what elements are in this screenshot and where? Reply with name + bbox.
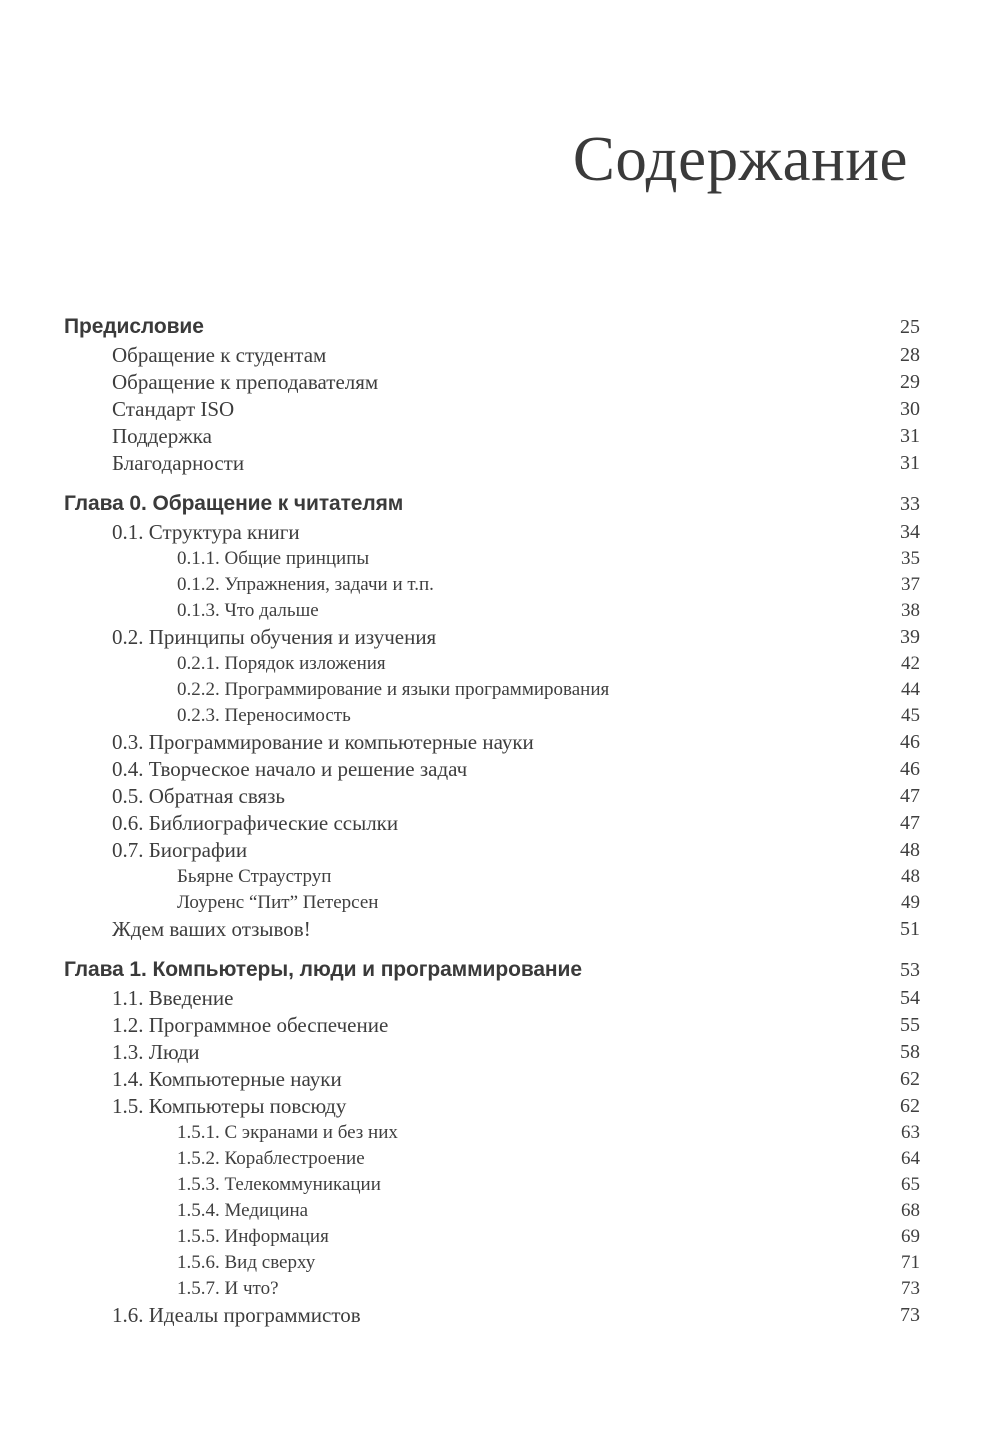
- toc-entry-page-number: 46: [900, 731, 920, 753]
- toc-entry-page-number: 29: [900, 371, 920, 393]
- toc-entry[interactable]: [0, 1224, 1000, 1250]
- toc-entry-page-number: 38: [901, 600, 920, 621]
- toc-entry-label: Стандарт ISO: [112, 397, 235, 421]
- toc-entry-label: 1.2. Программное обеспечение: [112, 1013, 389, 1037]
- toc-entry-page-number: 37: [901, 574, 920, 595]
- toc-entry-label: 1.5.2. Кораблестроение: [177, 1148, 365, 1169]
- toc-entry-page-number: 47: [900, 785, 920, 807]
- toc-entry-label: 1.4. Компьютерные науки: [112, 1067, 342, 1091]
- toc-entry-page-number: 47: [900, 812, 920, 834]
- toc-entry-label: 1.5.3. Телекоммуникации: [177, 1174, 381, 1195]
- toc-entry[interactable]: [0, 624, 1000, 651]
- toc-entry[interactable]: [0, 810, 1000, 837]
- toc-entry[interactable]: [0, 1120, 1000, 1146]
- toc-entry[interactable]: [0, 837, 1000, 864]
- toc-entry-label: 1.5.7. И что?: [177, 1278, 279, 1299]
- toc-entry-label: Лоуренс “Пит” Петерсен: [177, 892, 379, 913]
- toc-entry-label: Глава 0. Обращение к читателям: [64, 492, 404, 515]
- toc-entry[interactable]: [0, 955, 1000, 985]
- toc-entry-page-number: 46: [900, 758, 920, 780]
- toc-entry[interactable]: [0, 489, 1000, 519]
- toc-entry-label: Бьярне Страуструп: [177, 866, 332, 887]
- toc-entry-page-number: 53: [900, 959, 920, 981]
- toc-entry[interactable]: [0, 1093, 1000, 1120]
- toc-entry-label: 0.2.2. Программирование и языки программирования: [177, 679, 610, 700]
- toc-entry-page-number: 34: [900, 521, 920, 543]
- toc-entry-page-number: 49: [901, 892, 920, 913]
- toc-entry-page-number: 28: [900, 344, 920, 366]
- toc-entry[interactable]: [0, 1276, 1000, 1302]
- toc-entry-list: [0, 300, 1000, 1329]
- toc-entry[interactable]: [0, 783, 1000, 810]
- toc-entry-label: 0.2.1. Порядок изложения: [177, 653, 386, 674]
- toc-entry[interactable]: [0, 890, 1000, 916]
- toc-entry-page-number: 35: [901, 548, 920, 569]
- toc-entry-page-number: 51: [900, 918, 920, 940]
- toc-entry[interactable]: [0, 756, 1000, 783]
- toc-entry-label: 0.2. Принципы обучения и изучения: [112, 625, 437, 649]
- toc-entry-page-number: 63: [901, 1122, 920, 1143]
- toc-entry[interactable]: [0, 1012, 1000, 1039]
- toc-entry-label: 1.3. Люди: [112, 1040, 200, 1064]
- toc-entry-page-number: 71: [901, 1252, 920, 1273]
- toc-entry-label: Глава 1. Компьютеры, люди и программирование: [64, 958, 582, 981]
- toc-entry-page-number: 65: [901, 1174, 920, 1195]
- toc-entry-label: 0.1.3. Что дальше: [177, 600, 319, 621]
- toc-entry-page-number: 58: [900, 1041, 920, 1063]
- toc-entry[interactable]: [0, 1146, 1000, 1172]
- toc-entry[interactable]: [0, 1198, 1000, 1224]
- toc-entry-page-number: 44: [901, 679, 920, 700]
- toc-entry-page-number: 55: [900, 1014, 920, 1036]
- toc-entry-label: 0.1.2. Упражнения, задачи и т.п.: [177, 574, 434, 595]
- toc-entry[interactable]: [0, 1302, 1000, 1329]
- toc-entry-label: 1.5.1. С экранами и без них: [177, 1122, 398, 1143]
- toc-entry[interactable]: [0, 1172, 1000, 1198]
- toc-entry-page-number: 54: [900, 987, 920, 1009]
- toc-entry-label: 1.5.5. Информация: [177, 1226, 329, 1247]
- toc-entry[interactable]: [0, 423, 1000, 450]
- toc-entry[interactable]: [0, 312, 1000, 342]
- toc-entry-page-number: 64: [901, 1148, 920, 1169]
- toc-entry-label: 0.2.3. Переносимость: [177, 705, 351, 726]
- toc-entry-page-number: 62: [900, 1095, 920, 1117]
- toc-entry-label: 0.3. Программирование и компьютерные науки: [112, 730, 534, 754]
- toc-entry-label: 0.5. Обратная связь: [112, 784, 286, 808]
- toc-entry-page-number: 31: [900, 452, 920, 474]
- toc-entry-label: 0.7. Биографии: [112, 838, 248, 862]
- toc-entry[interactable]: [0, 985, 1000, 1012]
- toc-entry[interactable]: [0, 1066, 1000, 1093]
- toc-entry-page-number: 42: [901, 653, 920, 674]
- toc-entry-label: 0.4. Творческое начало и решение задач: [112, 757, 468, 781]
- toc-entry-page-number: 25: [900, 316, 920, 338]
- toc-entry-label: Поддержка: [112, 424, 212, 448]
- toc-entry-page-number: 69: [901, 1226, 920, 1247]
- toc-entry-label: Обращение к студентам: [112, 343, 327, 367]
- toc-entry[interactable]: [0, 677, 1000, 703]
- toc-entry[interactable]: [0, 598, 1000, 624]
- toc-entry-label: Благодарности: [112, 451, 245, 475]
- toc-entry[interactable]: [0, 864, 1000, 890]
- toc-entry-page-number: 45: [901, 705, 920, 726]
- toc-entry-page-number: 68: [901, 1200, 920, 1221]
- toc-entry-label: Обращение к преподавателям: [112, 370, 379, 394]
- toc-entry-page-number: 39: [900, 626, 920, 648]
- toc-entry-page-number: 30: [900, 398, 920, 420]
- toc-entry[interactable]: [0, 572, 1000, 598]
- toc-entry-label: 1.6. Идеалы программистов: [112, 1303, 361, 1327]
- toc-entry[interactable]: [0, 1039, 1000, 1066]
- page-title: Содержание: [572, 124, 908, 194]
- toc-entry[interactable]: [0, 546, 1000, 572]
- toc-entry[interactable]: [0, 396, 1000, 423]
- toc-entry[interactable]: [0, 1250, 1000, 1276]
- toc-entry[interactable]: [0, 916, 1000, 943]
- toc-entry-page-number: 73: [900, 1304, 920, 1326]
- toc-entry-page-number: 73: [901, 1278, 920, 1299]
- toc-entry-label: 0.6. Библиографические ссылки: [112, 811, 399, 835]
- toc-entry-page-number: 62: [900, 1068, 920, 1090]
- toc-entry[interactable]: [0, 703, 1000, 729]
- toc-entry[interactable]: [0, 729, 1000, 756]
- toc-entry[interactable]: [0, 519, 1000, 546]
- toc-entry-label: 0.1. Структура книги: [112, 520, 300, 544]
- toc-entry-label: Предисловие: [64, 315, 204, 338]
- toc-entry-page-number: 33: [900, 493, 920, 515]
- toc-entry-page-number: 31: [900, 425, 920, 447]
- toc-entry[interactable]: [0, 342, 1000, 369]
- toc-entry-label: 0.1.1. Общие принципы: [177, 548, 370, 569]
- toc-entry-page-number: 48: [901, 866, 920, 887]
- toc-entry-label: 1.5.4. Медицина: [177, 1200, 309, 1221]
- toc-entry[interactable]: [0, 651, 1000, 677]
- toc-entry[interactable]: [0, 450, 1000, 477]
- toc-entry-label: 1.5. Компьютеры повсюду: [112, 1094, 347, 1118]
- toc-entry-label: Ждем ваших отзывов!: [112, 917, 311, 941]
- toc-entry-page-number: 48: [900, 839, 920, 861]
- toc-entry[interactable]: [0, 369, 1000, 396]
- toc-entry-label: 1.1. Введение: [112, 986, 234, 1010]
- toc-entry-label: 1.5.6. Вид сверху: [177, 1252, 316, 1273]
